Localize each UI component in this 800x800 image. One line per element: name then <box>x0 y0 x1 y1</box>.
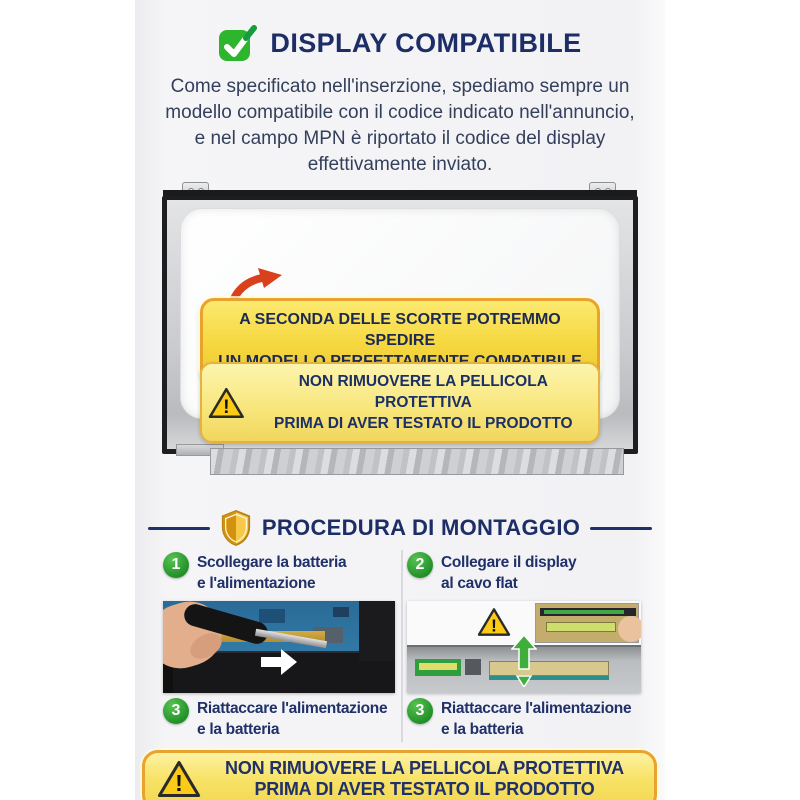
step-number-badge: 3 <box>407 698 433 724</box>
lcd-panel-graphic <box>162 182 638 482</box>
shield-icon <box>220 509 252 547</box>
step-2 <box>407 550 641 598</box>
intro-line: effettivamente inviato. <box>307 154 493 175</box>
page-title: DISPLAY COMPATIBILE <box>270 27 582 58</box>
warning-triangle-icon <box>208 386 245 420</box>
step-label: Riattaccare l'alimentazione e la batteria <box>197 700 388 738</box>
green-check-icon <box>218 24 258 62</box>
procedure-heading <box>148 508 652 548</box>
step-number-badge: 2 <box>407 552 433 578</box>
intro-line: Come specificato nell'inserzione, spediamo sempre un <box>170 76 630 97</box>
step-label: Riattaccare l'alimentazione e la batteria <box>441 700 632 738</box>
heading-rule-left <box>148 527 210 530</box>
intro-line: e nel campo MPN è riportato il codice del display <box>194 128 606 149</box>
step-label: Scollegare la batteria e l'alimentazione <box>197 554 347 592</box>
footer-warning-banner <box>142 750 657 800</box>
procedure-title: PROCEDURA DI MONTAGGIO <box>261 515 581 540</box>
svg-text:!: ! <box>175 770 183 797</box>
inset-photo <box>535 603 639 643</box>
warning-triangle-icon <box>157 759 201 799</box>
footer-warning-text <box>209 758 640 800</box>
svg-text:!: ! <box>223 396 230 418</box>
step-number-badge: 1 <box>163 552 189 578</box>
product-infographic <box>135 0 665 800</box>
step-3-left <box>163 696 395 740</box>
footer-warning-line: PRIMA DI AVER TESTATO IL PRODOTTO <box>254 779 595 799</box>
warning-triangle-icon <box>477 607 511 637</box>
heading-rule-right <box>590 527 652 530</box>
footer-warning-line: NON RIMUOVERE LA PELLICOLA PROTETTIVA <box>225 758 624 778</box>
intro-line: modello compatibile con il codice indicato nell'annuncio, <box>165 102 635 123</box>
film-warning-line: PRIMA DI AVER TESTATO IL PRODOTTO <box>274 415 573 432</box>
photo-connect-display <box>407 601 641 693</box>
photo-disconnect-battery <box>163 601 395 693</box>
step-number-badge: 3 <box>163 698 189 724</box>
intro-paragraph <box>135 74 665 178</box>
svg-text:!: ! <box>491 615 497 636</box>
stock-notice-line: A SECONDA DELLE SCORTE POTREMMO SPEDIRE <box>239 311 561 349</box>
step-1 <box>163 550 395 598</box>
film-warning-text <box>255 371 592 434</box>
header <box>135 24 665 62</box>
white-right-arrow-icon <box>261 649 297 675</box>
film-warning-line: NON RIMUOVERE LA PELLICOLA PROTETTIVA <box>298 373 548 411</box>
step-3-right <box>407 696 641 740</box>
step-label: Collegare il display al cavo flat <box>441 554 577 592</box>
green-up-arrow-icon <box>511 635 537 687</box>
protective-film-label <box>200 362 600 443</box>
flat-cable-connector-graphic <box>489 661 609 676</box>
assembly-steps <box>163 550 641 740</box>
panel-foil-strip <box>210 448 624 475</box>
